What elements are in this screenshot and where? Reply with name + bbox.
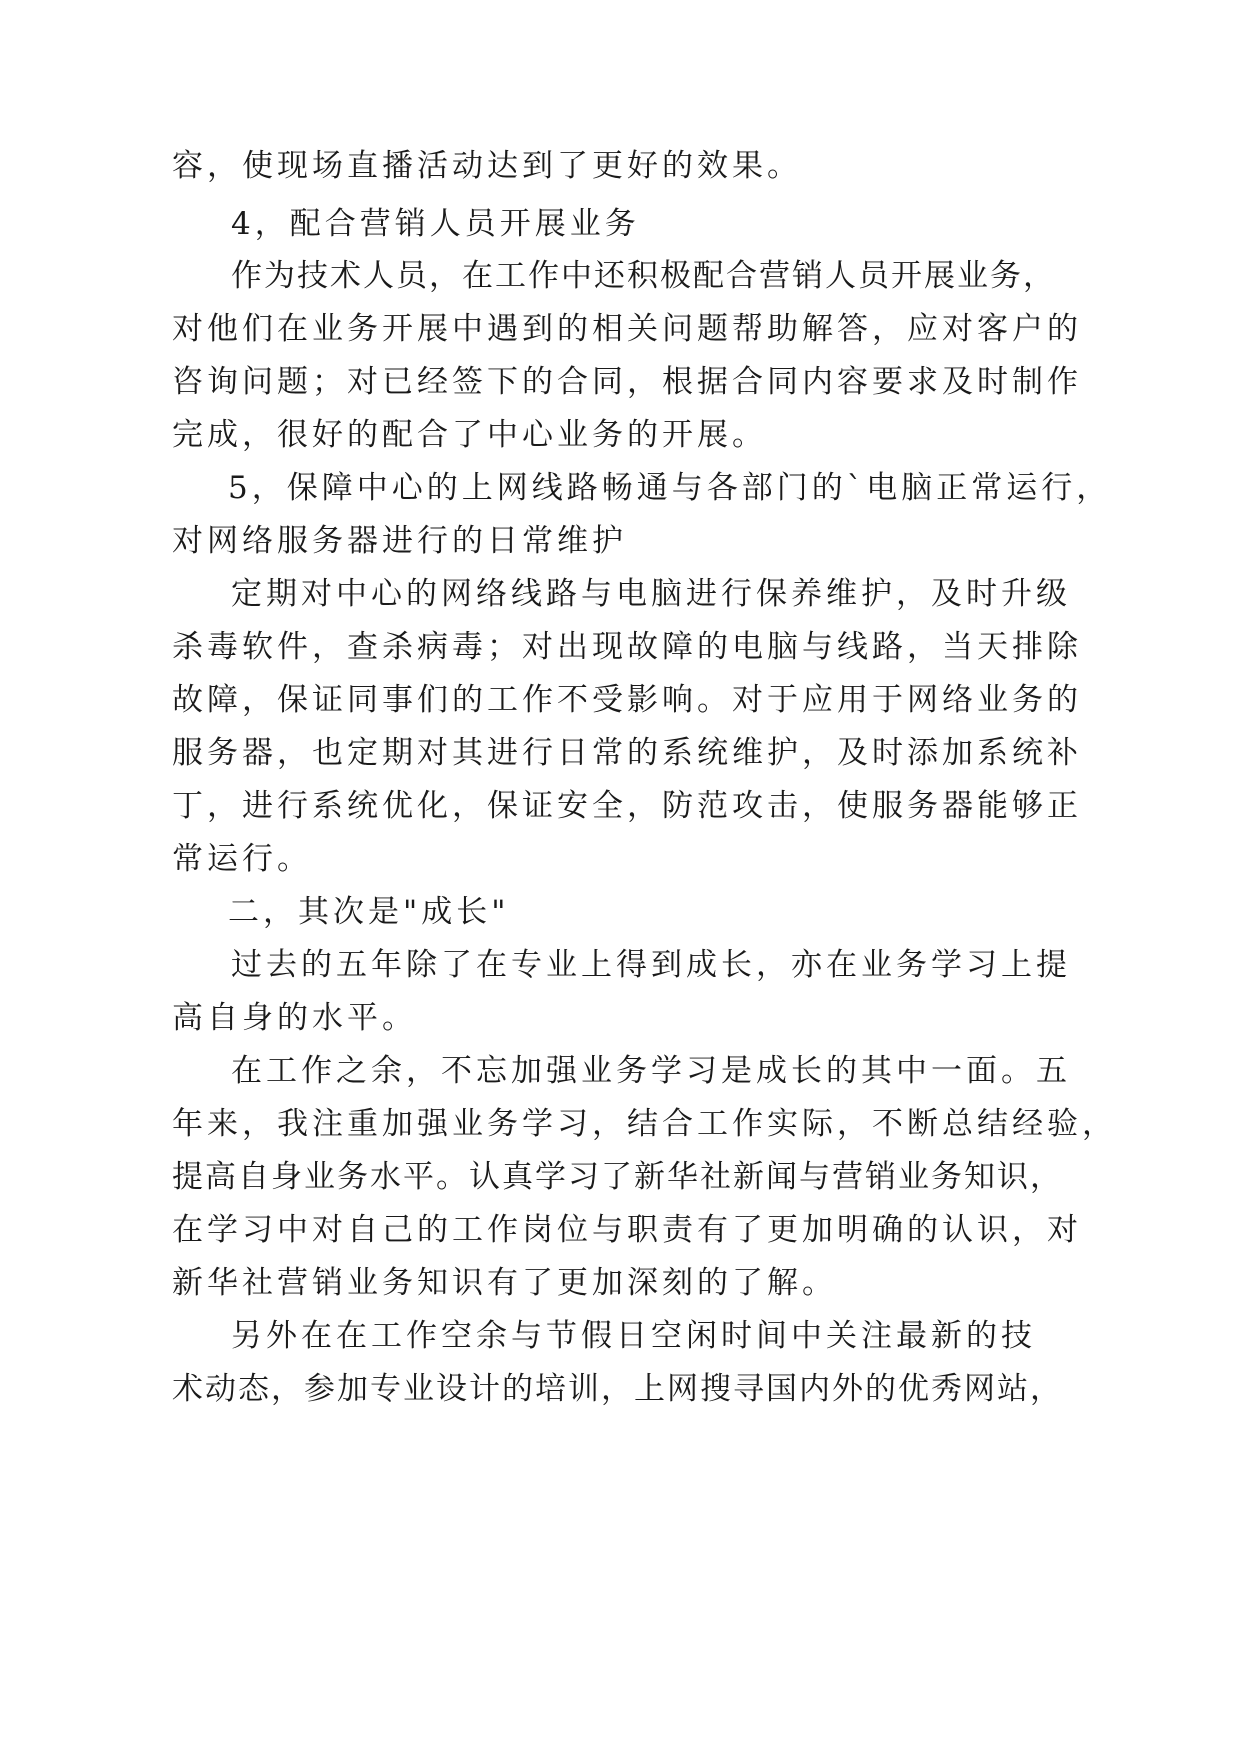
section-heading: 对网络服务器进行的日常维护 — [172, 523, 627, 559]
text-line: 故障，保证同事们的工作不受影响。对于应用于网络业务的 — [172, 682, 1082, 718]
text-line: 作为技术人员，在工作中还积极配合营销人员开展业务， — [231, 258, 1056, 294]
text-line: 定期对中心的网络线路与电脑进行保养维护，及时升级 — [231, 576, 1071, 612]
text-line: 丁，进行系统优化，保证安全，防范攻击，使服务器能够正 — [172, 788, 1082, 824]
text-line: 在工作之余，不忘加强业务学习是成长的其中一面。五 — [231, 1053, 1071, 1089]
text-line: 术动态，参加专业设计的培训，上网搜寻国内外的优秀网站， — [172, 1371, 1063, 1407]
text-line: 另外在在工作空余与节假日空闲时间中关注最新的技 — [231, 1318, 1036, 1354]
text-line: 容，使现场直播活动达到了更好的效果。 — [172, 148, 802, 184]
text-line: 提高自身业务水平。认真学习了新华社新闻与营销业务知识， — [172, 1159, 1063, 1195]
section-heading: 4，配合营销人员开展业务 — [231, 206, 640, 242]
text-line: 服务器，也定期对其进行日常的系统维护，及时添加系统补 — [172, 735, 1082, 771]
text-line: 年来，我注重加强业务学习，结合工作实际，不断总结经验， — [172, 1106, 1117, 1142]
text-line: 完成，很好的配合了中心业务的开展。 — [172, 417, 767, 453]
section-heading: 5，保障中心的上网线路畅通与各部门的`电脑正常运行， — [228, 470, 1112, 506]
text-line: 对他们在业务开展中遇到的相关问题帮助解答，应对客户的 — [172, 311, 1082, 347]
text-line: 高自身的水平。 — [172, 1000, 417, 1036]
section-heading: 二，其次是"成长" — [228, 894, 510, 930]
text-line: 过去的五年除了在专业上得到成长，亦在业务学习上提 — [231, 947, 1071, 983]
text-line: 新华社营销业务知识有了更加深刻的了解。 — [172, 1265, 837, 1301]
text-line: 咨询问题；对已经签下的合同，根据合同内容要求及时制作 — [172, 364, 1082, 400]
text-line: 杀毒软件，查杀病毒；对出现故障的电脑与线路，当天排除 — [172, 629, 1082, 665]
text-line: 常运行。 — [172, 841, 312, 877]
text-line: 在学习中对自己的工作岗位与职责有了更加明确的认识，对 — [172, 1212, 1082, 1248]
